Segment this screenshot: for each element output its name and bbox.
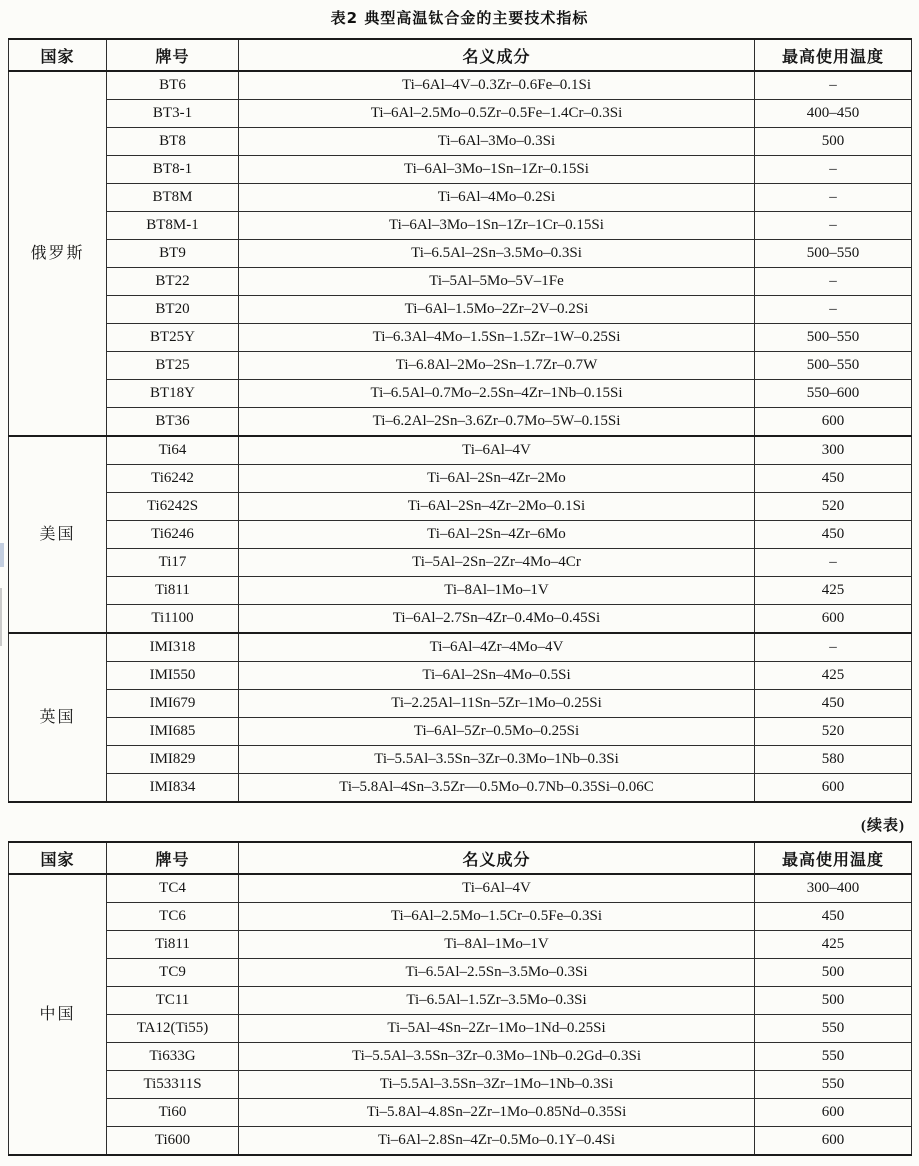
composition-cell: Ti–5.5Al–3.5Sn–3Zr–0.3Mo–1Nb–0.3Si <box>239 746 755 774</box>
composition-cell: Ti–6Al–3Mo–0.3Si <box>239 128 755 156</box>
max-temp-cell: 500 <box>755 987 912 1015</box>
max-temp-cell: 550 <box>755 1071 912 1099</box>
table-row <box>9 605 912 634</box>
table-row <box>9 184 912 212</box>
grade-cell: BT3-1 <box>107 100 239 128</box>
max-temp-cell: 425 <box>755 662 912 690</box>
grade-cell: BT25Y <box>107 324 239 352</box>
composition-cell: Ti–6Al–2.7Sn–4Zr–0.4Mo–0.45Si <box>239 605 755 634</box>
max-temp-cell: 550 <box>755 1015 912 1043</box>
composition-cell: Ti–5.5Al–3.5Sn–3Zr–0.3Mo–1Nb–0.2Gd–0.3Si <box>239 1043 755 1071</box>
max-temp-cell: 400–450 <box>755 100 912 128</box>
table-row <box>9 959 912 987</box>
composition-cell: Ti–5Al–5Mo–5V–1Fe <box>239 268 755 296</box>
max-temp-cell: 425 <box>755 577 912 605</box>
grade-cell: IMI834 <box>107 774 239 803</box>
composition-cell: Ti–8Al–1Mo–1V <box>239 577 755 605</box>
grade-cell: Ti811 <box>107 931 239 959</box>
composition-cell: Ti–6Al–4Mo–0.2Si <box>239 184 755 212</box>
composition-cell: Ti–6Al–3Mo–1Sn–1Zr–0.15Si <box>239 156 755 184</box>
max-temp-cell: 300–400 <box>755 874 912 903</box>
table-row <box>9 549 912 577</box>
composition-cell: Ti–5.8Al–4.8Sn–2Zr–1Mo–0.85Nd–0.35Si <box>239 1099 755 1127</box>
grade-cell: BT20 <box>107 296 239 324</box>
column-header-composition: 名义成分 <box>239 842 755 874</box>
max-temp-cell: 450 <box>755 521 912 549</box>
composition-cell: Ti–6Al–2Sn–4Mo–0.5Si <box>239 662 755 690</box>
composition-cell: Ti–6Al–1.5Mo–2Zr–2V–0.2Si <box>239 296 755 324</box>
table-row <box>9 352 912 380</box>
column-header-max-temp: 最高使用温度 <box>755 842 912 874</box>
composition-cell: Ti–6Al–4V <box>239 436 755 465</box>
table-row <box>9 240 912 268</box>
grade-cell: TC11 <box>107 987 239 1015</box>
grade-cell: TC4 <box>107 874 239 903</box>
grade-cell: BT8-1 <box>107 156 239 184</box>
max-temp-cell: – <box>755 633 912 662</box>
grade-cell: TC9 <box>107 959 239 987</box>
table-row <box>9 690 912 718</box>
max-temp-cell: 450 <box>755 465 912 493</box>
composition-cell: Ti–6Al–2Sn–4Zr–2Mo–0.1Si <box>239 493 755 521</box>
composition-cell: Ti–6.5Al–1.5Zr–3.5Mo–0.3Si <box>239 987 755 1015</box>
grade-cell: Ti811 <box>107 577 239 605</box>
grade-cell: Ti6246 <box>107 521 239 549</box>
max-temp-cell: 550–600 <box>755 380 912 408</box>
composition-cell: Ti–6Al–3Mo–1Sn–1Zr–1Cr–0.15Si <box>239 212 755 240</box>
table-row <box>9 128 912 156</box>
table-row <box>9 296 912 324</box>
country-cell: 俄罗斯 <box>9 71 107 436</box>
table-row <box>9 465 912 493</box>
max-temp-cell: 425 <box>755 931 912 959</box>
table-row <box>9 1043 912 1071</box>
table-row <box>9 100 912 128</box>
max-temp-cell: 600 <box>755 1099 912 1127</box>
table-row <box>9 1015 912 1043</box>
composition-cell: Ti–5Al–4Sn–2Zr–1Mo–1Nd–0.25Si <box>239 1015 755 1043</box>
max-temp-cell: – <box>755 268 912 296</box>
table-row <box>9 874 912 903</box>
grade-cell: TC6 <box>107 903 239 931</box>
table-row <box>9 71 912 100</box>
max-temp-cell: 520 <box>755 493 912 521</box>
grade-cell: IMI829 <box>107 746 239 774</box>
max-temp-cell: 500–550 <box>755 352 912 380</box>
column-header-grade: 牌号 <box>107 842 239 874</box>
column-header-country: 国家 <box>9 39 107 71</box>
grade-cell: BT36 <box>107 408 239 437</box>
composition-cell: Ti–5.8Al–4Sn–3.5Zr––0.5Mo–0.7Nb–0.35Si–0.06C <box>239 774 755 803</box>
table-row <box>9 521 912 549</box>
table-row <box>9 903 912 931</box>
grade-cell: BT6 <box>107 71 239 100</box>
max-temp-cell: – <box>755 296 912 324</box>
grade-cell: Ti53311S <box>107 1071 239 1099</box>
grade-cell: BT25 <box>107 352 239 380</box>
composition-cell: Ti–6Al–2.5Mo–1.5Cr–0.5Fe–0.3Si <box>239 903 755 931</box>
table-row <box>9 577 912 605</box>
composition-cell: Ti–6.3Al–4Mo–1.5Sn–1.5Zr–1W–0.25Si <box>239 324 755 352</box>
column-header-composition: 名义成分 <box>239 39 755 71</box>
column-header-grade: 牌号 <box>107 39 239 71</box>
table-row <box>9 1071 912 1099</box>
composition-cell: Ti–2.25Al–11Sn–5Zr–1Mo–0.25Si <box>239 690 755 718</box>
table-row <box>9 662 912 690</box>
max-temp-cell: 500–550 <box>755 240 912 268</box>
max-temp-cell: 500 <box>755 959 912 987</box>
grade-cell: TA12(Ti55) <box>107 1015 239 1043</box>
grade-cell: BT8M-1 <box>107 212 239 240</box>
composition-cell: Ti–5.5Al–3.5Sn–3Zr–1Mo–1Nb–0.3Si <box>239 1071 755 1099</box>
alloy-table-continued <box>8 841 912 1156</box>
table-row <box>9 268 912 296</box>
grade-cell: Ti60 <box>107 1099 239 1127</box>
max-temp-cell: – <box>755 71 912 100</box>
grade-cell: Ti17 <box>107 549 239 577</box>
composition-cell: Ti–6.5Al–2.5Sn–3.5Mo–0.3Si <box>239 959 755 987</box>
header-row <box>9 842 912 874</box>
grade-cell: IMI550 <box>107 662 239 690</box>
composition-cell: Ti–6Al–2.5Mo–0.5Zr–0.5Fe–1.4Cr–0.3Si <box>239 100 755 128</box>
composition-cell: Ti–6.5Al–0.7Mo–2.5Sn–4Zr–1Nb–0.15Si <box>239 380 755 408</box>
grade-cell: BT18Y <box>107 380 239 408</box>
continued-label: (续表) <box>861 818 905 834</box>
table-row <box>9 212 912 240</box>
max-temp-cell: 550 <box>755 1043 912 1071</box>
grade-cell: BT8 <box>107 128 239 156</box>
column-header-max-temp: 最高使用温度 <box>755 39 912 71</box>
country-cell: 英国 <box>9 633 107 802</box>
composition-cell: Ti–5Al–2Sn–2Zr–4Mo–4Cr <box>239 549 755 577</box>
max-temp-cell: 500–550 <box>755 324 912 352</box>
composition-cell: Ti–6Al–2.8Sn–4Zr–0.5Mo–0.1Y–0.4Si <box>239 1127 755 1156</box>
composition-cell: Ti–6Al–5Zr–0.5Mo–0.25Si <box>239 718 755 746</box>
max-temp-cell: 500 <box>755 128 912 156</box>
column-header-country: 国家 <box>9 842 107 874</box>
composition-cell: Ti–6Al–4V <box>239 874 755 903</box>
grade-cell: BT22 <box>107 268 239 296</box>
table-row <box>9 931 912 959</box>
max-temp-cell: – <box>755 212 912 240</box>
table-row <box>9 493 912 521</box>
table-row <box>9 633 912 662</box>
table-row <box>9 324 912 352</box>
table-row <box>9 746 912 774</box>
composition-cell: Ti–6.2Al–2Sn–3.6Zr–0.7Mo–5W–0.15Si <box>239 408 755 437</box>
composition-cell: Ti–6Al–2Sn–4Zr–2Mo <box>239 465 755 493</box>
header-row <box>9 39 912 71</box>
composition-cell: Ti–8Al–1Mo–1V <box>239 931 755 959</box>
grade-cell: Ti6242 <box>107 465 239 493</box>
table-row <box>9 436 912 465</box>
max-temp-cell: – <box>755 156 912 184</box>
scan-artifact <box>0 543 4 567</box>
grade-cell: BT9 <box>107 240 239 268</box>
max-temp-cell: 600 <box>755 605 912 634</box>
composition-cell: Ti–6Al–4Zr–4Mo–4V <box>239 633 755 662</box>
table-row <box>9 1099 912 1127</box>
alloy-table-main <box>8 38 912 803</box>
grade-cell: Ti1100 <box>107 605 239 634</box>
max-temp-cell: 600 <box>755 774 912 803</box>
max-temp-cell: – <box>755 184 912 212</box>
scan-artifact <box>0 588 2 646</box>
max-temp-cell: 520 <box>755 718 912 746</box>
composition-cell: Ti–6.8Al–2Mo–2Sn–1.7Zr–0.7W <box>239 352 755 380</box>
grade-cell: IMI679 <box>107 690 239 718</box>
max-temp-cell: 600 <box>755 1127 912 1156</box>
max-temp-cell: 600 <box>755 408 912 437</box>
max-temp-cell: – <box>755 549 912 577</box>
grade-cell: Ti633G <box>107 1043 239 1071</box>
grade-cell: IMI318 <box>107 633 239 662</box>
composition-cell: Ti–6.5Al–2Sn–3.5Mo–0.3Si <box>239 240 755 268</box>
max-temp-cell: 450 <box>755 903 912 931</box>
grade-cell: IMI685 <box>107 718 239 746</box>
table-row <box>9 408 912 437</box>
composition-cell: Ti–6Al–4V–0.3Zr–0.6Fe–0.1Si <box>239 71 755 100</box>
max-temp-cell: 580 <box>755 746 912 774</box>
table-row <box>9 380 912 408</box>
table-row <box>9 156 912 184</box>
table-row <box>9 987 912 1015</box>
country-cell: 美国 <box>9 436 107 633</box>
grade-cell: Ti600 <box>107 1127 239 1156</box>
table-row <box>9 718 912 746</box>
country-cell: 中国 <box>9 874 107 1155</box>
grade-cell: Ti6242S <box>107 493 239 521</box>
table-title: 表2 典型高温钛合金的主要技术指标 <box>330 9 589 27</box>
max-temp-cell: 450 <box>755 690 912 718</box>
grade-cell: Ti64 <box>107 436 239 465</box>
table-row <box>9 774 912 803</box>
max-temp-cell: 300 <box>755 436 912 465</box>
table-row <box>9 1127 912 1156</box>
grade-cell: BT8M <box>107 184 239 212</box>
composition-cell: Ti–6Al–2Sn–4Zr–6Mo <box>239 521 755 549</box>
